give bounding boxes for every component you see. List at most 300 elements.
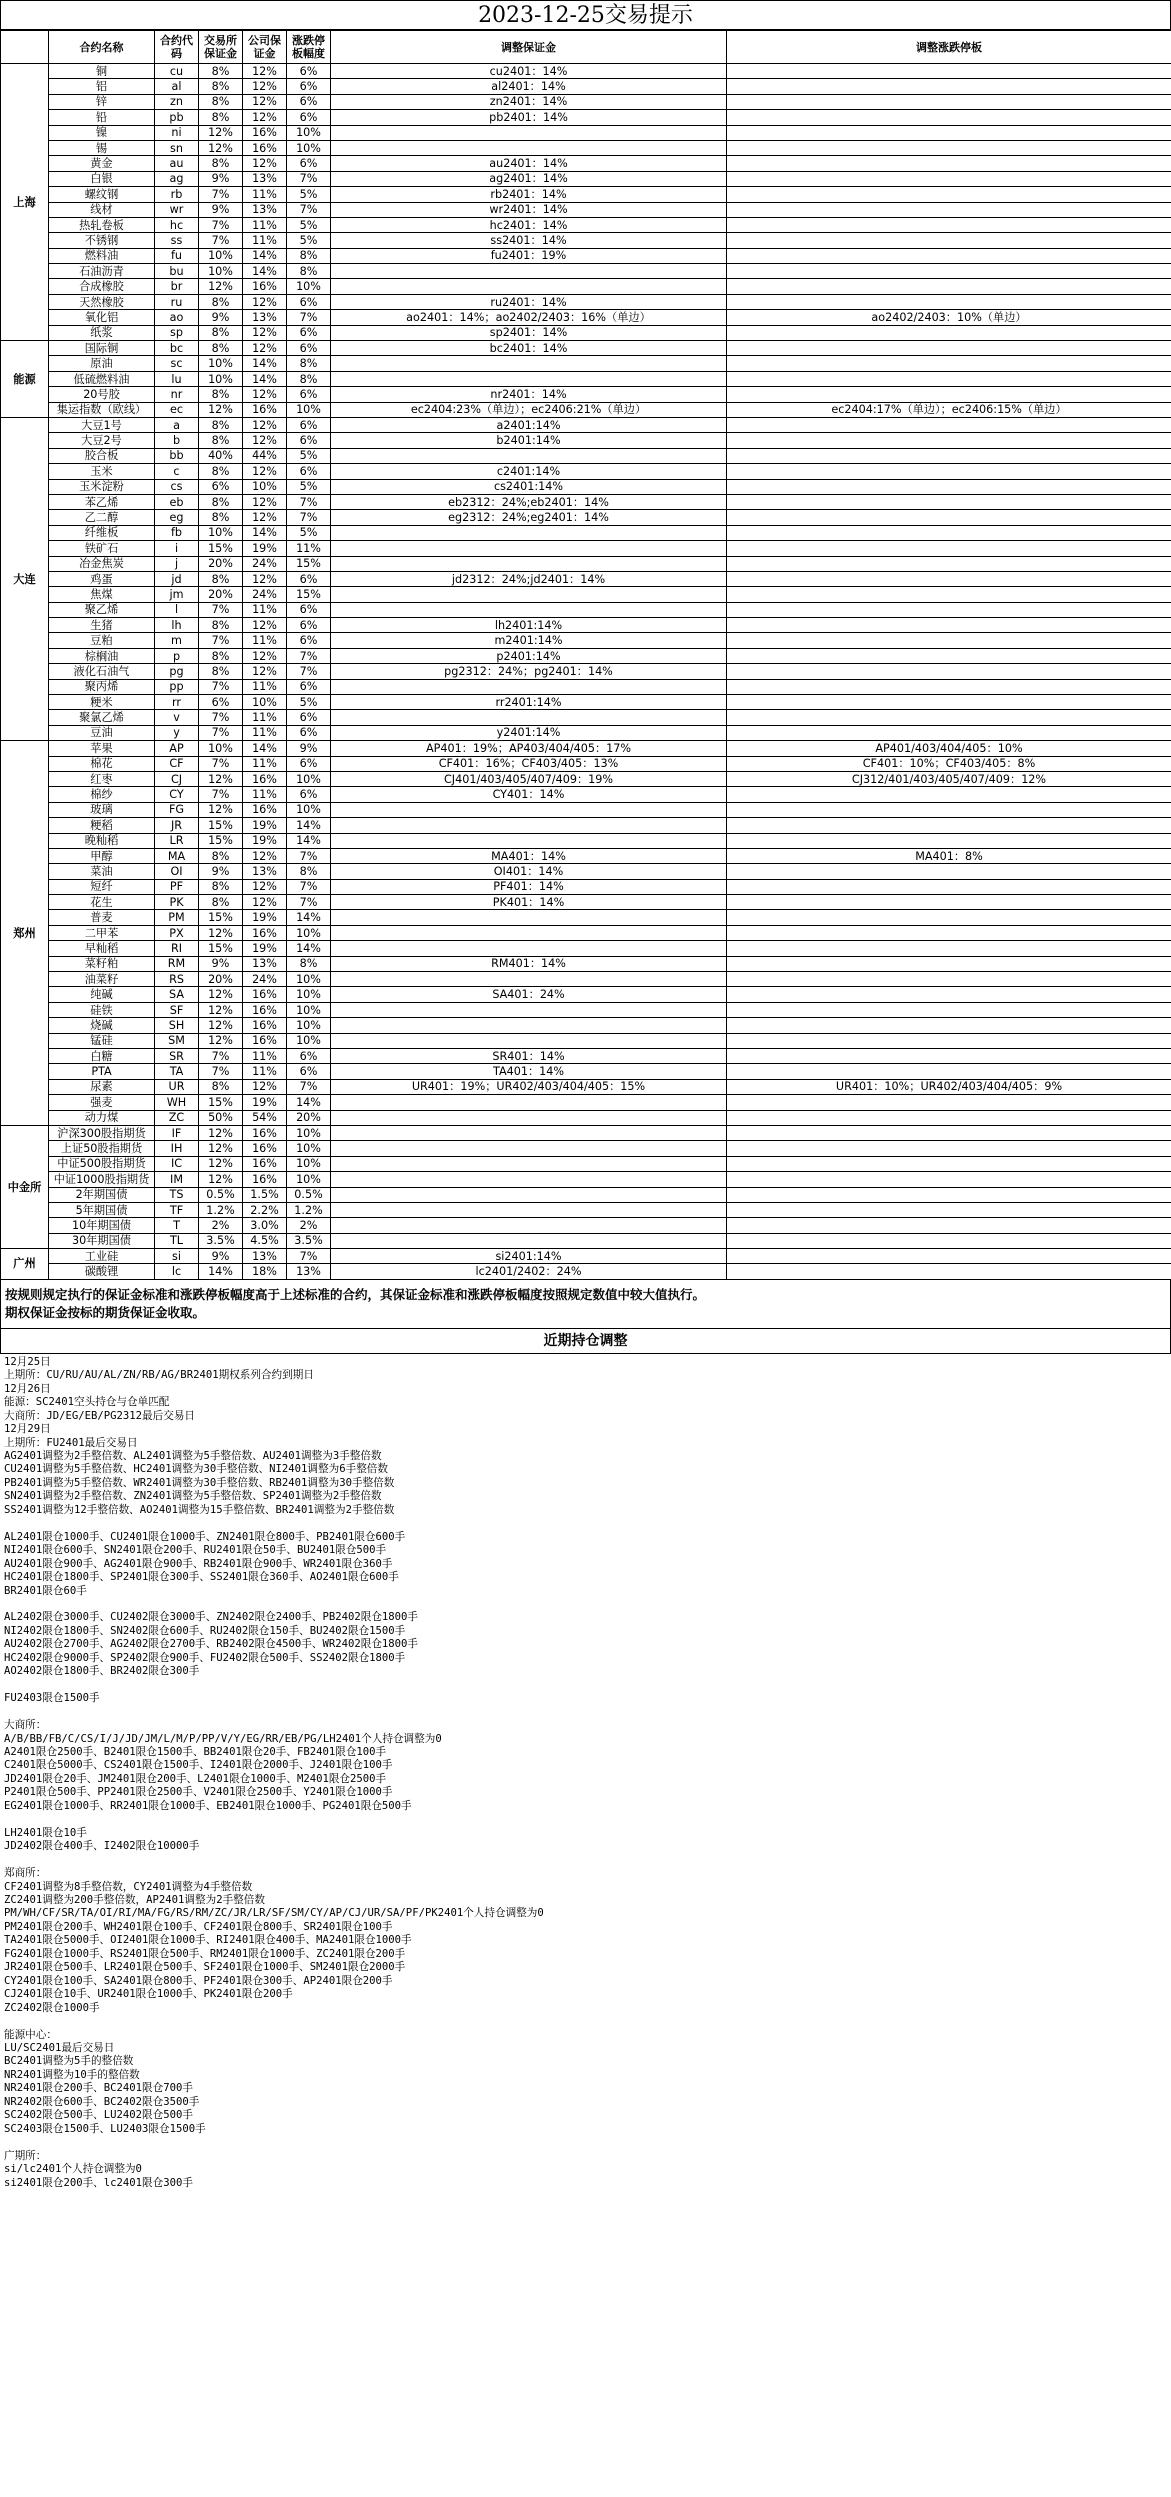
contract-name: 黄金 <box>49 156 155 171</box>
exchange-margin: 7% <box>199 602 243 617</box>
exchange-margin: 8% <box>199 94 243 109</box>
adjusted-margin: au2401：14% <box>331 156 727 171</box>
adjusted-margin <box>331 1233 727 1248</box>
contract-code: RM <box>155 956 199 971</box>
table-row <box>1 479 1171 494</box>
limit-range: 8% <box>287 248 331 263</box>
contract-name: 烧碱 <box>49 1018 155 1033</box>
company-margin: 12% <box>243 879 287 894</box>
limit-range: 5% <box>287 695 331 710</box>
exchange-margin: 1.2% <box>199 1202 243 1217</box>
adjusted-limit <box>727 371 1171 386</box>
limit-range: 7% <box>287 648 331 663</box>
company-margin: 19% <box>243 833 287 848</box>
adjusted-limit <box>727 79 1171 94</box>
exchange-margin: 10% <box>199 356 243 371</box>
limit-range: 15% <box>287 587 331 602</box>
limit-range: 5% <box>287 448 331 463</box>
exchange-margin: 8% <box>199 325 243 340</box>
contract-code: jd <box>155 571 199 586</box>
adjusted-limit <box>727 1049 1171 1064</box>
adjusted-limit <box>727 125 1171 140</box>
company-margin: 11% <box>243 756 287 771</box>
table-row <box>1 587 1171 602</box>
contract-code: IH <box>155 1141 199 1156</box>
contract-code: PF <box>155 879 199 894</box>
table-row <box>1 1172 1171 1187</box>
adjusted-margin: si2401:14% <box>331 1249 727 1264</box>
column-header: 调整涨跌停板 <box>727 31 1171 64</box>
contract-code: JR <box>155 818 199 833</box>
contract-code: wr <box>155 202 199 217</box>
exchange-margin: 7% <box>199 787 243 802</box>
limit-range: 10% <box>287 925 331 940</box>
exchange-margin: 50% <box>199 1110 243 1125</box>
table-row <box>1 402 1171 417</box>
adjusted-margin: jd2312：24%;jd2401：14% <box>331 571 727 586</box>
table-row <box>1 1033 1171 1048</box>
company-margin: 12% <box>243 387 287 402</box>
exchange-margin: 7% <box>199 1049 243 1064</box>
contract-code: ao <box>155 310 199 325</box>
table-row <box>1 571 1171 586</box>
contract-code: IF <box>155 1125 199 1140</box>
contract-name: 不锈钢 <box>49 233 155 248</box>
contract-code: rr <box>155 695 199 710</box>
company-margin: 14% <box>243 264 287 279</box>
adjusted-margin: MA401：14% <box>331 848 727 863</box>
contract-code: pb <box>155 110 199 125</box>
exchange-name: 大连 <box>1 417 49 740</box>
adjusted-margin: cs2401:14% <box>331 479 727 494</box>
adjusted-limit <box>727 525 1171 540</box>
adjusted-margin <box>331 1125 727 1140</box>
contract-name: 硅铁 <box>49 1002 155 1017</box>
limit-range: 5% <box>287 479 331 494</box>
company-margin: 13% <box>243 956 287 971</box>
table-row <box>1 417 1171 432</box>
table-row <box>1 756 1171 771</box>
adjusted-limit: MA401：8% <box>727 848 1171 863</box>
adjusted-limit <box>727 448 1171 463</box>
contract-code: MA <box>155 848 199 863</box>
company-margin: 1.5% <box>243 1187 287 1202</box>
company-margin: 14% <box>243 741 287 756</box>
adjusted-limit <box>727 510 1171 525</box>
exchange-margin: 8% <box>199 648 243 663</box>
adjusted-limit <box>727 972 1171 987</box>
contract-name: 螺纹钢 <box>49 187 155 202</box>
adjusted-margin <box>331 541 727 556</box>
contract-code: ZC <box>155 1110 199 1125</box>
adjusted-limit <box>727 171 1171 186</box>
limit-range: 6% <box>287 618 331 633</box>
adjusted-margin: ru2401：14% <box>331 294 727 309</box>
limit-range: 14% <box>287 910 331 925</box>
adjusted-limit <box>727 341 1171 356</box>
contract-name: 天然橡胶 <box>49 294 155 309</box>
limit-range: 10% <box>287 972 331 987</box>
exchange-margin: 8% <box>199 848 243 863</box>
adjusted-limit: UR401：10%；UR402/403/404/405：9% <box>727 1079 1171 1094</box>
adjusted-limit: AP401/403/404/405：10% <box>727 741 1171 756</box>
contract-code: nr <box>155 387 199 402</box>
company-margin: 12% <box>243 648 287 663</box>
adjusted-limit <box>727 464 1171 479</box>
contract-code: fu <box>155 248 199 263</box>
adjusted-limit <box>727 294 1171 309</box>
column-header: 涨跌停板幅度 <box>287 31 331 64</box>
exchange-margin: 8% <box>199 895 243 910</box>
table-row <box>1 110 1171 125</box>
limit-range: 8% <box>287 371 331 386</box>
adjusted-margin: bc2401：14% <box>331 341 727 356</box>
contract-name: 动力煤 <box>49 1110 155 1125</box>
adjusted-limit <box>727 64 1171 79</box>
table-row <box>1 140 1171 155</box>
margin-table <box>0 30 1171 1280</box>
exchange-margin: 9% <box>199 956 243 971</box>
table-row <box>1 895 1171 910</box>
adjusted-margin <box>331 1156 727 1171</box>
adjusted-margin <box>331 1218 727 1233</box>
exchange-margin: 8% <box>199 79 243 94</box>
company-margin: 16% <box>243 125 287 140</box>
adjusted-limit <box>727 264 1171 279</box>
exchange-margin: 12% <box>199 140 243 155</box>
contract-name: 氧化铝 <box>49 310 155 325</box>
exchange-margin: 15% <box>199 541 243 556</box>
limit-range: 8% <box>287 264 331 279</box>
adjusted-margin <box>331 679 727 694</box>
table-row <box>1 648 1171 663</box>
contract-code: SA <box>155 987 199 1002</box>
limit-range: 20% <box>287 1110 331 1125</box>
contract-code: si <box>155 1249 199 1264</box>
exchange-margin: 7% <box>199 187 243 202</box>
adjusted-limit <box>727 1018 1171 1033</box>
company-margin: 10% <box>243 695 287 710</box>
adjusted-margin <box>331 525 727 540</box>
adjusted-margin <box>331 1095 727 1110</box>
adjusted-margin <box>331 1033 727 1048</box>
company-margin: 2.2% <box>243 1202 287 1217</box>
adjusted-limit <box>727 1233 1171 1248</box>
limit-range: 0.5% <box>287 1187 331 1202</box>
adjusted-limit <box>727 94 1171 109</box>
adjusted-margin: b2401:14% <box>331 433 727 448</box>
column-header: 公司保证金 <box>243 31 287 64</box>
limit-range: 3.5% <box>287 1233 331 1248</box>
limit-range: 14% <box>287 941 331 956</box>
table-row <box>1 1141 1171 1156</box>
adjusted-limit <box>727 987 1171 1002</box>
limit-range: 6% <box>287 156 331 171</box>
adjusted-margin: OI401：14% <box>331 864 727 879</box>
contract-code: eb <box>155 494 199 509</box>
limit-range: 6% <box>287 756 331 771</box>
company-margin: 16% <box>243 402 287 417</box>
table-row <box>1 525 1171 540</box>
contract-code: SH <box>155 1018 199 1033</box>
contract-code: au <box>155 156 199 171</box>
contract-code: ag <box>155 171 199 186</box>
table-row <box>1 818 1171 833</box>
contract-name: 油菜籽 <box>49 972 155 987</box>
contract-code: br <box>155 279 199 294</box>
limit-range: 10% <box>287 1172 331 1187</box>
table-row <box>1 79 1171 94</box>
limit-range: 9% <box>287 741 331 756</box>
adjusted-limit: CF401：10%；CF403/405：8% <box>727 756 1171 771</box>
table-row <box>1 310 1171 325</box>
table-row <box>1 1202 1171 1217</box>
exchange-margin: 8% <box>199 294 243 309</box>
limit-range: 10% <box>287 1125 331 1140</box>
contract-code: IM <box>155 1172 199 1187</box>
contract-code: TF <box>155 1202 199 1217</box>
exchange-margin: 9% <box>199 171 243 186</box>
adjusted-limit <box>727 479 1171 494</box>
adjusted-margin <box>331 1002 727 1017</box>
adjusted-margin <box>331 833 727 848</box>
table-row <box>1 1079 1171 1094</box>
contract-name: 聚氯乙烯 <box>49 710 155 725</box>
adjusted-margin: AP401：19%；AP403/404/405：17% <box>331 741 727 756</box>
contract-name: 大豆1号 <box>49 417 155 432</box>
company-margin: 13% <box>243 171 287 186</box>
adjusted-margin: TA401：14% <box>331 1064 727 1079</box>
table-row <box>1 618 1171 633</box>
company-margin: 12% <box>243 94 287 109</box>
company-margin: 19% <box>243 941 287 956</box>
contract-name: 铅 <box>49 110 155 125</box>
company-margin: 19% <box>243 541 287 556</box>
limit-range: 1.2% <box>287 1202 331 1217</box>
table-row <box>1 279 1171 294</box>
limit-range: 7% <box>287 879 331 894</box>
contract-name: 冶金焦炭 <box>49 556 155 571</box>
limit-range: 10% <box>287 279 331 294</box>
adjusted-limit <box>727 1156 1171 1171</box>
contract-code: v <box>155 710 199 725</box>
adjusted-limit <box>727 864 1171 879</box>
adjusted-limit <box>727 1264 1171 1279</box>
adjusted-margin: pb2401：14% <box>331 110 727 125</box>
contract-name: 生猪 <box>49 618 155 633</box>
company-margin: 12% <box>243 848 287 863</box>
adjusted-margin: PF401：14% <box>331 879 727 894</box>
table-row <box>1 1156 1171 1171</box>
company-margin: 12% <box>243 64 287 79</box>
company-margin: 11% <box>243 725 287 740</box>
table-row <box>1 864 1171 879</box>
adjusted-margin: PK401：14% <box>331 895 727 910</box>
limit-range: 7% <box>287 895 331 910</box>
company-margin: 14% <box>243 371 287 386</box>
adjusted-limit <box>727 833 1171 848</box>
contract-name: 菜籽粕 <box>49 956 155 971</box>
contract-code: CF <box>155 756 199 771</box>
exchange-margin: 7% <box>199 710 243 725</box>
contract-name: 纤维板 <box>49 525 155 540</box>
table-row <box>1 233 1171 248</box>
adjusted-limit <box>727 602 1171 617</box>
limit-range: 6% <box>287 679 331 694</box>
contract-code: pp <box>155 679 199 694</box>
table-row <box>1 802 1171 817</box>
exchange-margin: 8% <box>199 510 243 525</box>
contract-code: ni <box>155 125 199 140</box>
company-margin: 11% <box>243 633 287 648</box>
contract-name: 短纤 <box>49 879 155 894</box>
adjusted-limit <box>727 571 1171 586</box>
table-row <box>1 833 1171 848</box>
company-margin: 12% <box>243 79 287 94</box>
exchange-margin: 40% <box>199 448 243 463</box>
contract-name: 国际铜 <box>49 341 155 356</box>
limit-range: 14% <box>287 1095 331 1110</box>
limit-range: 7% <box>287 848 331 863</box>
page-title: 2023-12-25交易提示 <box>0 0 1171 30</box>
exchange-margin: 12% <box>199 925 243 940</box>
table-row <box>1 248 1171 263</box>
table-row <box>1 972 1171 987</box>
adjusted-limit <box>727 679 1171 694</box>
limit-range: 5% <box>287 187 331 202</box>
exchange-margin: 10% <box>199 264 243 279</box>
adjusted-margin <box>331 279 727 294</box>
table-row <box>1 1049 1171 1064</box>
adjusted-margin: rb2401：14% <box>331 187 727 202</box>
table-row <box>1 941 1171 956</box>
contract-code: al <box>155 79 199 94</box>
contract-name: 铝 <box>49 79 155 94</box>
adjusted-margin <box>331 910 727 925</box>
company-margin: 12% <box>243 325 287 340</box>
limit-range: 7% <box>287 1079 331 1094</box>
contract-code: pg <box>155 664 199 679</box>
adjusted-margin: lc2401/2402：24% <box>331 1264 727 1279</box>
adjusted-margin <box>331 710 727 725</box>
adjusted-limit <box>727 1249 1171 1264</box>
adjusted-limit <box>727 541 1171 556</box>
company-margin: 19% <box>243 818 287 833</box>
limit-range: 6% <box>287 417 331 432</box>
exchange-margin: 9% <box>199 202 243 217</box>
company-margin: 13% <box>243 202 287 217</box>
company-margin: 24% <box>243 556 287 571</box>
contract-name: 白银 <box>49 171 155 186</box>
contract-code: bb <box>155 448 199 463</box>
adjusted-limit <box>727 233 1171 248</box>
limit-range: 14% <box>287 818 331 833</box>
company-margin: 12% <box>243 433 287 448</box>
column-header: 调整保证金 <box>331 31 727 64</box>
contract-name: 粳米 <box>49 695 155 710</box>
company-margin: 12% <box>243 618 287 633</box>
contract-name: 燃料油 <box>49 248 155 263</box>
contract-code: TL <box>155 1233 199 1248</box>
adjusted-margin <box>331 1110 727 1125</box>
exchange-margin: 14% <box>199 1264 243 1279</box>
exchange-margin: 20% <box>199 556 243 571</box>
contract-code: TA <box>155 1064 199 1079</box>
table-row <box>1 956 1171 971</box>
contract-name: 原油 <box>49 356 155 371</box>
adjusted-limit <box>727 140 1171 155</box>
exchange-margin: 12% <box>199 1141 243 1156</box>
exchange-margin: 8% <box>199 571 243 586</box>
limit-range: 7% <box>287 1249 331 1264</box>
contract-name: 30年期国债 <box>49 1233 155 1248</box>
adjusted-margin <box>331 802 727 817</box>
company-margin: 11% <box>243 679 287 694</box>
contract-code: rb <box>155 187 199 202</box>
adjusted-limit <box>727 387 1171 402</box>
table-row <box>1 787 1171 802</box>
adjusted-margin <box>331 448 727 463</box>
exchange-margin: 7% <box>199 1064 243 1079</box>
contract-code: l <box>155 602 199 617</box>
table-row <box>1 64 1171 79</box>
exchange-margin: 9% <box>199 1249 243 1264</box>
adjusted-limit <box>727 879 1171 894</box>
adjusted-margin: ec2404:23%（单边）；ec2406:21%（单边） <box>331 402 727 417</box>
contract-code: lh <box>155 618 199 633</box>
contract-name: 热轧卷板 <box>49 217 155 232</box>
contract-name: 红枣 <box>49 771 155 786</box>
company-margin: 12% <box>243 895 287 910</box>
adjusted-margin: CY401：14% <box>331 787 727 802</box>
adjusted-margin: zn2401：14% <box>331 94 727 109</box>
limit-range: 10% <box>287 1002 331 1017</box>
limit-range: 14% <box>287 833 331 848</box>
contract-code: sn <box>155 140 199 155</box>
contract-name: 聚丙烯 <box>49 679 155 694</box>
limit-range: 6% <box>287 294 331 309</box>
adjusted-margin: ao2401：14%；ao2402/2403：16%（单边） <box>331 310 727 325</box>
note-line: 期权保证金按标的期货保证金收取。 <box>5 1304 206 1320</box>
adjusted-limit <box>727 648 1171 663</box>
column-header: 合约名称 <box>49 31 155 64</box>
company-margin: 16% <box>243 1002 287 1017</box>
exchange-margin: 7% <box>199 725 243 740</box>
contract-code: a <box>155 417 199 432</box>
limit-range: 6% <box>287 433 331 448</box>
adjusted-limit <box>727 417 1171 432</box>
company-margin: 19% <box>243 910 287 925</box>
contract-code: sp <box>155 325 199 340</box>
adjusted-limit <box>727 695 1171 710</box>
company-margin: 16% <box>243 987 287 1002</box>
contract-name: 鸡蛋 <box>49 571 155 586</box>
contract-name: 强麦 <box>49 1095 155 1110</box>
table-row <box>1 464 1171 479</box>
contract-code: c <box>155 464 199 479</box>
exchange-margin: 6% <box>199 479 243 494</box>
limit-range: 7% <box>287 171 331 186</box>
company-margin: 54% <box>243 1110 287 1125</box>
contract-name: 玉米 <box>49 464 155 479</box>
contract-code: j <box>155 556 199 571</box>
company-margin: 12% <box>243 156 287 171</box>
adjusted-margin <box>331 1172 727 1187</box>
contract-code: lu <box>155 371 199 386</box>
adjusted-margin: wr2401：14% <box>331 202 727 217</box>
table-row <box>1 633 1171 648</box>
adjusted-margin: al2401：14% <box>331 79 727 94</box>
